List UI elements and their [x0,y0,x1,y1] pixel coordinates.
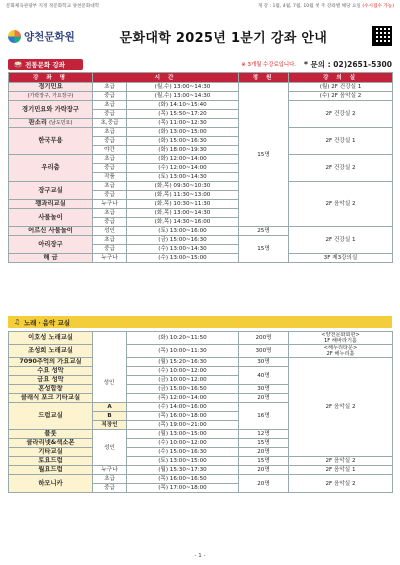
music-course-table [8,331,393,493]
table-row: 경기민요 초급 (월,수) 13:00~14:30 15명 (월) 2F 건강실 1 [9,83,393,92]
logo-text: 양천문화원 [24,30,75,43]
table-row: 야간 (화) 18:00~19:30 [9,146,393,155]
table-row: 장구교실 초급 (화,목) 09:30~10:30 2F 음악실 2 [9,182,393,191]
table-row: 중급 (화) 15:00~16:30 [9,137,393,146]
phone-contact: * 문의 : 02)2651-5300 [304,59,392,69]
col-room: 강 의 실 [289,73,393,83]
table-row: 중급 (목) 15:50~17:20 [9,110,393,119]
table-row: 기타교실 (수) 15:00~16:30 20명 [9,448,393,457]
capacity-cell: 15명 [239,83,289,227]
table-row: 클래식 포크 기타교실 (목) 12:00~14:00 20명 [9,394,393,403]
table-row: 판소리 (남도민요) 초,중급 (목) 11:00~12:30 [9,119,393,128]
table-row: 조성희 노래교실 (목) 10:00~11:30 300명 <해누리타운> 2F 해누리홀 [9,345,393,358]
section-header: ♫ 노래ㆍ음악 교실 [8,316,392,328]
col-time: 시 간 [93,73,239,83]
col-course-name: 강 좌 명 [9,73,93,83]
table-row: 월요드럼 누구나 (월) 15:30~17:30 20명 2F 음악실 1 [9,466,393,475]
table-row: B (목) 16:00~18:00 [9,412,393,421]
table-row: 중급 (수) 12:00~14:00 [9,164,393,173]
qr-code-icon[interactable] [372,26,392,46]
table-row: 중급 (화,목) 14:30~16:00 [9,218,393,227]
music-note-icon: ♫ [14,318,20,326]
table-row: 꽹과리교실 누구나 (화,목) 10:30~11:30 [9,200,393,209]
table-row: 중급 (수) 13:00~14:30 [9,245,393,254]
logo-mark-icon [8,30,21,43]
top-note-left: 문화체육관광부 지정 정문화학교 양천문화대학 [6,4,100,9]
table-row: 드럼교실 A (수) 14:00~16:00 16명 [9,403,393,412]
table-row: 작품 (토) 13:00~14:30 [9,173,393,182]
table-row: (가락장구, 가요장구) 중급 (월,수) 13:00~14:30 (수) 2F 음악실 2 [9,92,393,101]
drum-icon: 🥁 [14,60,23,68]
table-row: 경기민요와 가락장구 초급 (화) 14:10~15:40 2F 건강실 2 [9,101,393,110]
table-row: 플룻 성인 (월) 13:00~15:00 12명 [9,430,393,439]
table-row: 중급 (목) 17:00~18:00 [9,484,393,493]
table-row: 중급 (화,목) 11:30~13:00 [9,191,393,200]
section-header [8,58,392,70]
adult-label-overlay: 성인 [103,380,115,386]
page-title: 문화대학 2025년 1분기 강좌 안내 [119,30,328,46]
col-capacity: 정 원 [239,73,289,83]
fee-notice: ※ 3개월 수강료입니다. [241,62,297,68]
traditional-course-table [8,72,393,263]
table-row: 어르신 사물놀이 성인 (토) 13:00~16:00 25명 2F 건강실 1 [9,227,393,236]
traditional-culture-section [8,58,392,263]
table-row: 우리춤 초급 (화) 12:00~14:00 2F 건강실 2 [9,155,393,164]
logo [8,29,75,44]
table-row: 아리장구 초급 (금) 15:00~16:30 15명 [9,236,393,245]
table-row: 토요드럼 (토) 13:00~15:00 15명 2F 음악실 2 [9,457,393,466]
table-row: 클라리넷&색소폰 (수) 10:00~12:00 15명 [9,439,393,448]
table-row: 금요 성악 (금) 10:00~12:00 [9,376,393,385]
section-label: 🥁 전통문화 강좌 [8,59,83,70]
table-row: 하모니카 초급 (목) 16:00~16:50 20명 2F 음악실 2 [9,475,393,484]
music-section [8,316,392,493]
table-row: 7090추억의 가요교실 (월) 15:20~16:30 30명 2F 음악실 2 [9,358,393,367]
table-row: 한국무용 초급 (화) 13:00~15:00 2F 건강실 1 [9,128,393,137]
top-note [6,3,394,9]
page-number: - 1 - [194,553,206,559]
top-note-right: 개 강 : 1월, 4월, 7월, 10월 첫 주 강좌별 해당 요일 (수시접수 가능) [257,4,394,9]
table-row: 이호성 노래교실 (화) 10:20~11:50 200명 <양천문화회관> 1F 해바라기홀 [9,332,393,345]
table-row: 사물놀이 초급 (화,목) 13:00~14:30 [9,209,393,218]
table-row: 수요 성악 (수) 10:00~12:00 40명 [9,367,393,376]
table-row: 혼성합창 (금) 15:00~16:50 30명 [9,385,393,394]
table-row: 직장인 (목) 19:00~21:00 [9,421,393,430]
table-header-row [9,73,393,83]
table-row: 해 금 누구나 (수) 13:00~15:00 3F 제3강의실 [9,254,393,263]
header [8,22,392,50]
